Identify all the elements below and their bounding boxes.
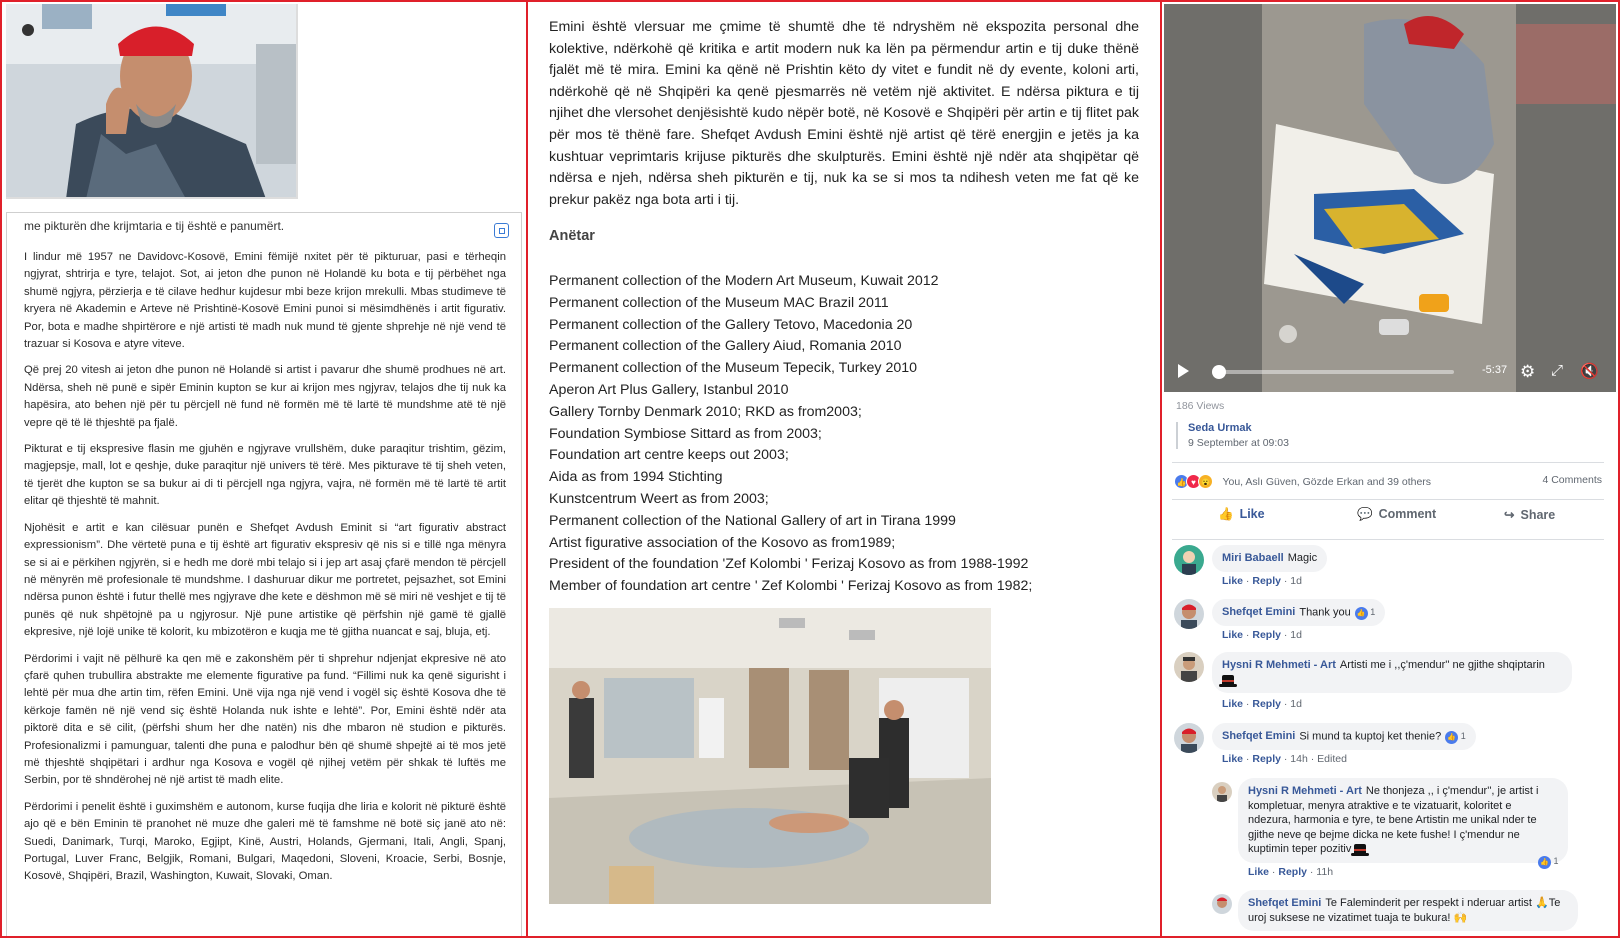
comment-bubble xyxy=(1212,723,1476,750)
comment-reply-link[interactable]: Reply xyxy=(1252,753,1281,765)
gear-icon[interactable]: ⚙ xyxy=(1520,362,1536,381)
comment-edited-label[interactable]: Edited xyxy=(1317,753,1347,765)
comment-time[interactable]: 1d xyxy=(1290,629,1302,641)
comment-reply xyxy=(1212,778,1604,883)
comment-reply-link[interactable]: Reply xyxy=(1278,866,1307,878)
commenter-name[interactable]: Hysni R Mehmeti - Art xyxy=(1222,659,1336,671)
membership-item: Aperon Art Plus Gallery, Istanbul 2010 xyxy=(549,381,789,398)
membership-heading: Anëtar xyxy=(549,228,595,244)
article-paragraph: I lindur më 1957 ne Davidovc-Kosovë, Emini fëmijë nxitet për të pikturuar, pasi e tërheqin ngjyrat, shtrirja e tyre, telajot. Sot, ai jeton dhe punon në Holandë ku bota e tij përbëhet nga shumë ngjyra, përzierja e të cilave hedhur kujdesur mbi beze krijon mrekulli. Mbas studimeve të kryera në Akademin e Arteve në Prishtinë-Kosovë Emini punoi si mësimdhënës i artit figurativ. Por, bota e madhe shpirtërore e një artisti të madh nuk mund të gjente shprehje në një vend të trazuar si Kosova e atyre viteve. xyxy=(24,251,506,351)
seek-knob[interactable] xyxy=(1212,365,1226,379)
love-reaction-icon: ♥ xyxy=(1186,474,1201,489)
play-icon[interactable] xyxy=(1178,364,1189,378)
video-views: 186 Views xyxy=(1176,400,1225,412)
article-paragraph: Përdorimi i vajit në pëlhurë ka qen më e zakonshëm për ti shprehur ndjenjat ekpresive në ato çfarë quhen trubullira abstrakte me elemente figurative pa fund. “Fillimi nuk ka qenë sigurisht i lehtë për mua dhe artin tim, rëfen Emini. Unë vija nga një vend i vogël siç është Kosova dhe të kërkoje famën në një vend siç është Holanda nuk ishte e lehtë”. Por, Emini është ndër ata piktorë dita e së cilit, (përfshi shum her dhe natën) nis dhe mbaron në studion e pikturës. Profesionalizmi i pamunguar, talenti dhe puna e palodhur bën që shumë shpejtë ai të mos jetë më thjeshtë shqipëtari i ardhur nga Kosova e vogël që njihej vetëm për shkak të luftës me Serbin, por të shndërohej në një artist të madh elite. xyxy=(24,652,506,787)
comment-meta: Like · Reply · 1d xyxy=(1222,698,1302,710)
comment-meta: Like · Reply · 1d xyxy=(1222,629,1302,641)
comment-like-link[interactable]: Like xyxy=(1248,866,1270,878)
thumbs-up-icon: 👍 xyxy=(1218,507,1234,521)
commenter-name[interactable]: Shefqet Emini xyxy=(1222,730,1296,743)
comment-like-link[interactable]: Like xyxy=(1222,629,1244,641)
share-button[interactable] xyxy=(1504,507,1555,522)
divider xyxy=(1172,462,1604,463)
video-frame xyxy=(1164,4,1616,392)
like-label: Like xyxy=(1239,507,1265,521)
middle-article-panel xyxy=(528,0,1162,938)
comment-text: Magic xyxy=(1287,552,1318,564)
avatar[interactable] xyxy=(1212,782,1232,802)
post-date[interactable]: 9 September at 09:03 xyxy=(1188,437,1289,449)
reactions-names: You, Aslı Güven, Gözde Erkan and 39 others xyxy=(1222,475,1432,488)
comment-text: Thank you xyxy=(1299,606,1351,619)
divider xyxy=(1172,499,1604,500)
workshop-image xyxy=(549,608,991,904)
membership-item: Foundation art centre keeps out 2003; xyxy=(549,447,789,464)
fullscreen-icon[interactable]: ⤢ xyxy=(1551,362,1564,379)
article-body xyxy=(24,249,506,895)
comment xyxy=(1174,652,1604,710)
article-document xyxy=(6,212,522,938)
comment-meta: Like · Reply · 11h xyxy=(1248,866,1334,878)
share-label: Share xyxy=(1520,508,1556,522)
comment-reply-link[interactable]: Reply xyxy=(1252,629,1281,641)
avatar[interactable] xyxy=(1174,652,1204,682)
article-paragraph: Që prej 20 vitesh ai jeton dhe punon në Holandë si artist i pavarur dhe shumë prodhues në art. Ndërsa, sheh në punë e sipër Eminin kupton se kur ai krijon mes ngjyrav, telajos dhe tij nuk ka hapësira, ato behen një për tu përcjell në fund në formën më të lartë të mundshme atë të një vepre që të lë thjeshtë pa fjalë. xyxy=(24,364,506,429)
comment-like-link[interactable]: Like xyxy=(1222,575,1244,587)
comment-reply-link[interactable]: Reply xyxy=(1252,698,1281,710)
video-controls xyxy=(1164,352,1616,392)
article-paragraph: Pikturat e tij ekspresive flasin me gjuhën e ngjyrave vrullshëm, duke paraqitur trishtim, gëzim, magjepsje, mall, lot e qeshje, duke paraqitur një univers të tërë. Mes pikturave të tij sheh veten, të tjerët dhe kupton se sa bukur ai di ti përcjell nga ngjyra, vajra, në formën më të lartë të artit elitar që thjeshtë të mahnit. xyxy=(24,443,506,508)
comment-button[interactable] xyxy=(1357,507,1436,522)
like-reaction-icon: 👍 xyxy=(1355,607,1368,620)
membership-item: Kunstcentrum Weert as from 2003; xyxy=(549,490,769,507)
membership-item: Permanent collection of the National Gallery of art in Tirana 1999 xyxy=(549,512,956,529)
author-name-link[interactable]: Seda Urmak xyxy=(1188,422,1252,434)
avatar[interactable] xyxy=(1174,599,1204,629)
video-seek-bar[interactable] xyxy=(1214,370,1454,374)
article-paragraph: Përdorimi i penelit është i guximshëm e autonom, kurse fuqija dhe liria e kolorit në pikturë është ajo që e bën Eminin të pranohet në muze dhe galeri më të famshme në botë siç janë ato në: Suedi, Danimark, Turqi, Maroko, Egjipt, Kinë, Austri, Holands, Gjermani, Itali, Angli, Spanj, Portugal, Luver Franc, Belgjik, Romani, Bulgari, Maqedoni, Sloveni, Kroacie, Serbi, Bosnje, Kosovë, Shqipëri, Brazil, Washington, Kuwait, Slovaki, Oman. xyxy=(24,800,506,883)
artist-portrait-photo xyxy=(6,4,298,199)
avatar[interactable] xyxy=(1174,723,1204,753)
article-paragraph: Njohësit e artit e kan cilësuar punën e Shefqet Avdush Eminit si “art figurativ abstract expressionism”. Dhe vërtetë puna e tij është art figurativ ekspresiv që nis si e tillë nga mënyra se si ai e përkihen ngjyrën, si e hedh me dorë mbi telajo si i jep art asaj çfarë mendon të përcjell në mënyrën më profesionale të mundshme. I dashuruar dikur me portretet, pejsazhet, sot Emini ndërsa punon është i futur thellë mes ngjyrave dhe kete e dëshmon më së miri në veshjet e tij të punës që nuk shpëtojnë pa u ngjyrosur. Një pune artistike që përfshin një gamë të gjallë ekpresive, një lojë unike të kolorit, ku mbizotëron e kuqja me të gjitha nuancat e saj, bluja, etj. xyxy=(24,521,506,639)
wow-reaction-icon: 😮 xyxy=(1198,474,1213,489)
comment xyxy=(1174,723,1604,763)
comment-meta: Like · Reply · 14h · Edited xyxy=(1222,753,1347,765)
membership-item: Member of foundation art centre ' Zef Kolombi ' Ferizaj Kosovo as from 1982; xyxy=(549,578,1033,595)
reactions-summary[interactable] xyxy=(1174,473,1606,491)
comment-time[interactable]: 1d xyxy=(1290,575,1302,587)
comment-text: Te Faleminderit per respekt i nderuar artist 🙏Te uroj suksese ne vizatimet tuaja te bukura! 🙌 xyxy=(1248,897,1561,924)
comment-time[interactable]: 1d xyxy=(1290,698,1302,710)
mute-icon[interactable]: 🔇 xyxy=(1580,363,1599,380)
facebook-post-panel xyxy=(1162,0,1620,938)
comment-bubble xyxy=(1212,652,1572,693)
comment xyxy=(1174,599,1604,639)
awards-paragraph: Emini është vlersuar me çmime të shumtë dhe të ndryshëm në ekspozita personal dhe kolektive, ndërkohë që kritika e artit modern nuk ka lën pa përmendur artin e tij duke thënë fjalët më të mira. Emini ka qënë në Prishtin këto dy vitet e fundit në dy evente, koloni arti, ndërkohë që në Shqipëri ka qenë pjesmarrës në vetëm një aktivitet. E ndërsa piktura e tij njihet dhe vlersohet denjësishtë kudo nëpër botë, në Kosovë e Shqipëri për artin e tij flitet pak për mos të thënë fare. Shefqet Avdush Emini është një artist që tërë energjin e jetës ja ka kushtuar veprimtaris krijuse pikturës dhe skulpturës. Emini është një ndër ata shqipëtar që ndërsa e njeh, ndërsa sheh pikturën e tij, nuk ka se si mos ta ndihesh veten me fat që ke prekur pakëz nga bota arti i tij. xyxy=(549,19,1139,208)
top-hat-emoji-icon xyxy=(1354,844,1366,854)
membership-item: Permanent collection of the Modern Art Museum, Kuwait 2012 xyxy=(549,273,939,289)
left-article-panel xyxy=(0,0,528,938)
membership-item: Aida as from 1994 Stichting xyxy=(549,469,723,486)
comments-count-link[interactable]: 4 Comments xyxy=(1542,474,1602,486)
avatar[interactable] xyxy=(1174,545,1204,575)
commenter-name[interactable]: Shefqet Emini xyxy=(1222,606,1296,619)
video-time-remaining: -5:37 xyxy=(1482,364,1508,376)
comment-time[interactable]: 14h xyxy=(1290,753,1308,765)
comment-bubble xyxy=(1238,890,1578,931)
commenter-name[interactable]: Shefqet Emini xyxy=(1248,897,1322,909)
membership-item: Permanent collection of the Museum Tepecik, Turkey 2010 xyxy=(549,360,918,377)
comment-bubble xyxy=(1212,545,1327,572)
membership-item: Permanent collection of the Gallery Tetovo, Macedonia 20 xyxy=(549,316,913,333)
expand-icon[interactable] xyxy=(494,223,509,238)
top-hat-emoji-icon xyxy=(1222,675,1234,685)
comment-text: Ne thonjeza ,, i ç'mendur'', je artist i kompletuar, menyra atraktive e te vizatuarit, koloritet e ndezura, harmonia e tyre, te bene Artistin me unikal nder te gjithe neve qe bejme dicka ne kete fushe! I ç'mendur ne kuptimin teper pozitiv xyxy=(1248,785,1539,855)
like-button[interactable] xyxy=(1218,507,1265,522)
like-reaction-icon: 👍 xyxy=(1538,856,1551,869)
comment-like-link[interactable]: Like xyxy=(1222,753,1244,765)
post-actions-bar xyxy=(1174,507,1606,533)
share-arrow-icon: ↪ xyxy=(1504,508,1515,522)
comment-reaction-badge[interactable]: 👍 1 xyxy=(1538,856,1559,869)
comment-reaction-badge[interactable]: 👍 1 xyxy=(1355,605,1376,620)
comment-bubble xyxy=(1238,778,1568,863)
membership-item: President of the foundation 'Zef Kolombi ' Ferizaj Kosovo as from 1988-1992 xyxy=(549,556,1029,573)
membership-item: Artist figurative association of the Kosovo as from1989; xyxy=(549,534,896,551)
comment-time[interactable]: 11h xyxy=(1316,866,1334,878)
membership-item: Gallery Tornby Denmark 2010; RKD as from2003; xyxy=(549,403,862,420)
comment-bubble xyxy=(1212,599,1385,626)
art-workshop-photo xyxy=(549,608,991,904)
like-reaction-icon: 👍 xyxy=(1445,731,1458,744)
membership-item: Permanent collection of the Museum MAC Brazil 2011 xyxy=(549,294,889,311)
divider xyxy=(1172,539,1604,540)
comment-reply-link[interactable]: Reply xyxy=(1252,575,1281,587)
commenter-name[interactable]: Miri Babaell xyxy=(1222,552,1284,564)
comment-label: Comment xyxy=(1378,507,1437,521)
comment-reaction-badge[interactable]: 👍 1 xyxy=(1445,729,1466,744)
portrait-image xyxy=(6,4,298,199)
comment-text: Artisti me i ,,ç'mendur'' ne gjithe shqiptarin xyxy=(1339,659,1545,671)
post-author-block xyxy=(1176,422,1289,449)
avatar[interactable] xyxy=(1212,894,1232,914)
comment-meta: Like · Reply · 1d xyxy=(1222,575,1302,587)
video-player[interactable] xyxy=(1164,4,1616,392)
article-lead-text: me pikturën dhe krijmtaria e tij është e panumërt. xyxy=(24,219,285,233)
membership-list xyxy=(549,271,1139,598)
membership-item: Permanent collection of the Gallery Aiud, Romania 2010 xyxy=(549,338,902,355)
comment xyxy=(1174,545,1604,585)
like-reaction-icon: 👍 xyxy=(1174,474,1189,489)
membership-item: Foundation Symbiose Sittard as from 2003; xyxy=(549,425,822,442)
comment-text: Si mund ta kuptoj ket thenie? xyxy=(1299,730,1442,743)
commenter-name[interactable]: Hysni R Mehmeti - Art xyxy=(1248,785,1362,797)
comment-reply xyxy=(1212,890,1604,938)
comment-like-link[interactable]: Like xyxy=(1222,698,1244,710)
comment-bubble-icon: 💬 xyxy=(1357,507,1373,521)
